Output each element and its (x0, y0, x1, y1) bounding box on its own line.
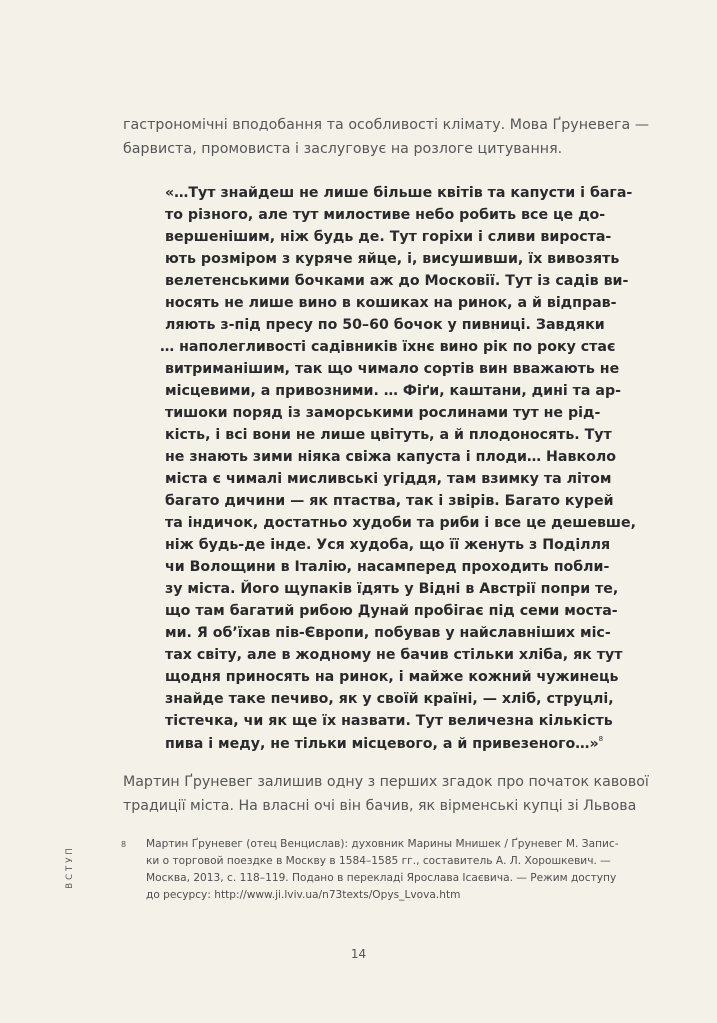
quote-line: ніж будь-де інде. Уся худоба, що її женуть з Поділля (165, 537, 611, 553)
quote-line: тістечка, чи як ще їх назвати. Тут величезна кількість (165, 713, 613, 729)
footnote-number: 8 (121, 840, 127, 849)
quote-line: «…Тут знайдеш не лише більше квітів та капусти і бага- (165, 185, 633, 201)
footnote-line: ки о торговой поездке в Москву в 1584–1585 гг., составитель А. Л. Хорошкевич. — (146, 855, 611, 867)
quote-line: … наполегливості садівників їхнє вино рік по року стає (160, 339, 616, 355)
footnote-line: до ресурсу: http://www.ji.lviv.ua/n73texts/Opys_Lvova.htm (146, 889, 461, 901)
quote-line: міста є чималі мисливські угіддя, там взимку та літом (165, 471, 612, 487)
quote-line: не знають зими ніяка свіжа капуста і плоди… Навколо (165, 449, 616, 465)
quote-last-line (165, 735, 604, 752)
quote-line: ють розміром з куряче яйце, і, висушивши, їх вивозять (165, 251, 620, 267)
quote-line: щодня приносять на ринок, і майже кожний чужинець (165, 669, 619, 685)
quote-line: носять не лише вино в кошиках на ринок, а й відправ- (165, 295, 617, 311)
quote-line: знайде таке печиво, як у своїй країні, — хліб, струцлі, (165, 691, 614, 707)
footnote-reference[interactable]: 8 (598, 735, 604, 743)
quote-line-text: пива і меду, не тільки місцевого, а й привезеного…» (165, 736, 599, 752)
quote-line: вершенішим, ніж будь де. Тут горіхи і сливи виростa- (165, 229, 612, 245)
intro-line: гастрономічні вподобання та особливості клімату. Мова Ґруневега — (123, 117, 650, 133)
quote-line: зу міста. Його щупаків їдять у Відні в Австрії попри те, (165, 581, 619, 597)
quote-line: чи Волощини в Італію, насамперед проходить побли- (165, 559, 610, 575)
quote-line: багато дичини — як птаства, так і звірів. Багато курей (165, 493, 614, 509)
quote-line: кість, і всі вони не лише цвітуть, а й плодоносять. Тут (165, 427, 612, 443)
quote-line: ми. Я об’їхав пів-Європи, побував у найславніших міс- (165, 625, 611, 641)
quote-line: та індичок, достатньо худоби та риби і все це дешевше, (165, 515, 637, 531)
footnote-line: Москва, 2013, с. 118–119. Подано в перекладі Ярослава Ісаєвича. — Режим доступу (146, 872, 617, 884)
quote-line: тишоки поряд із заморськими рослинами тут не рід- (165, 405, 601, 421)
quote-line: що там багатий рибою Дунай пробігає під семи моста- (165, 603, 618, 619)
quote-line: тах світу, але в жодному не бачив стільки хліба, як тут (165, 647, 623, 663)
running-head (64, 845, 75, 889)
quote-line: то різного, але тут милостиве небо робить все це до- (165, 207, 606, 223)
footnote-line: Мартин Ґруневег (отец Венцислав): духовник Марины Мнишек / Ґруневег М. Запис- (146, 838, 619, 850)
quote-line: місцевими, а привозними. … Фіґи, каштани, дині та ар- (165, 383, 622, 399)
paragraph-line: Мартин Ґруневег залишив одну з перших згадок про початок кавової (123, 774, 649, 790)
quote-line: витриманішим, так що чимало сортів вин вважають не (165, 361, 620, 377)
quote-line: велетенськими бочками аж до Московії. Тут із садів ви- (165, 273, 629, 289)
quote-line: ляють з-під пресу по 50–60 бочок у пивниці. Завдяки (165, 317, 605, 333)
paragraph-line: традиції міста. На власні очі він бачив, як вірменські купці зі Львова (123, 798, 637, 814)
running-head-text: ВСТУП (65, 845, 75, 889)
page-number: 14 (350, 947, 367, 961)
intro-line: барвиста, промовиста і заслуговує на розлоге цитування. (123, 141, 563, 157)
